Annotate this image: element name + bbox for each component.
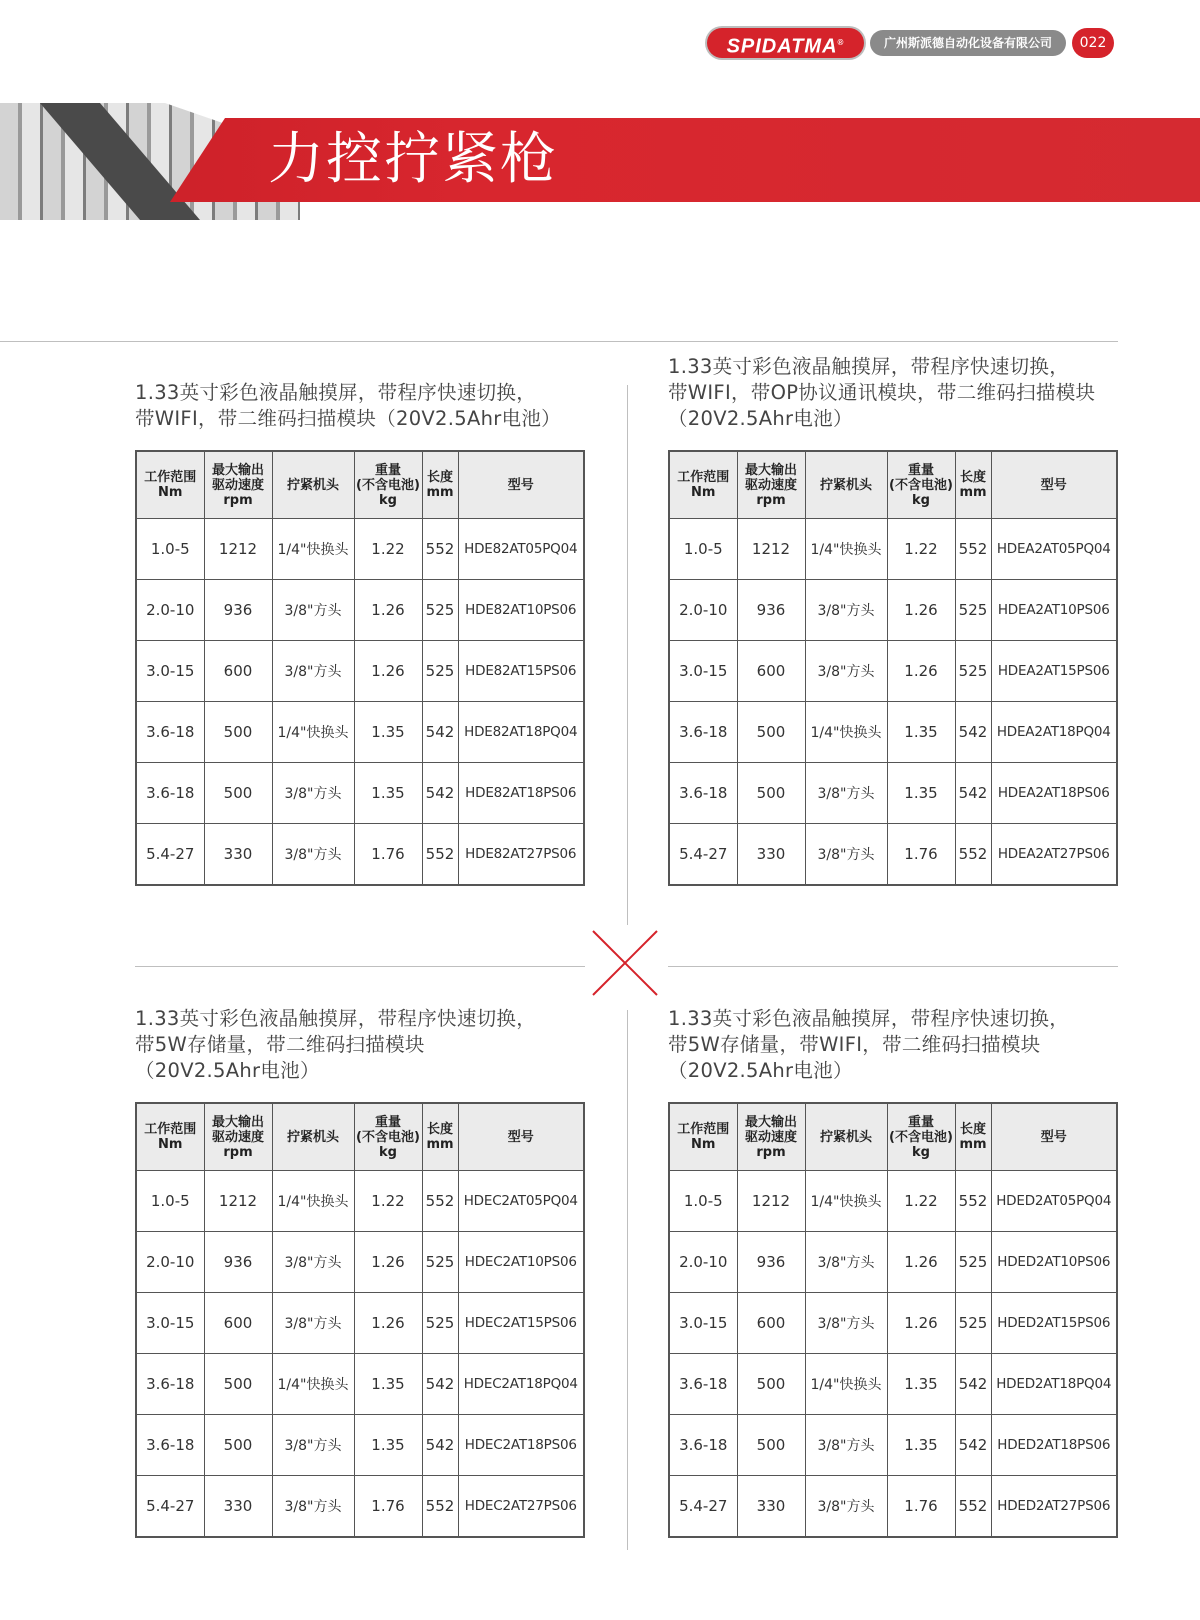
max-speed: 936	[204, 1232, 272, 1293]
drive-head: 3/8"方头	[272, 1232, 354, 1293]
col-weight: 重量 (不含电池) kg	[887, 1103, 955, 1171]
col-model: 型号	[458, 451, 584, 519]
table-header-row	[136, 451, 584, 519]
weight: 1.22	[354, 1171, 422, 1232]
length: 552	[955, 1476, 991, 1538]
weight: 1.22	[354, 519, 422, 580]
table-row	[136, 702, 584, 763]
torque-range: 5.4-27	[136, 824, 204, 886]
table-row	[136, 824, 584, 886]
page-number: 022	[1072, 28, 1114, 58]
model-number: HDEA2AT05PQ04	[991, 519, 1117, 580]
max-speed: 500	[737, 702, 805, 763]
max-speed: 1212	[737, 519, 805, 580]
drive-head: 3/8"方头	[805, 641, 887, 702]
spec-table	[668, 1102, 1118, 1538]
table-row	[669, 1415, 1117, 1476]
length: 552	[955, 1171, 991, 1232]
col-head: 拧紧机头	[805, 451, 887, 519]
description-line: 带5W存储量，带WIFI，带二维码扫描模块	[668, 1033, 1041, 1056]
max-speed: 500	[737, 1415, 805, 1476]
col-range: 工作范围 Nm	[669, 451, 737, 519]
max-speed: 600	[204, 1293, 272, 1354]
description-line: 带WIFI，带OP协议通讯模块，带二维码扫描模块	[668, 381, 1096, 404]
col-speed: 最大输出 驱动速度 rpm	[737, 451, 805, 519]
drive-head: 1/4"快换头	[805, 1171, 887, 1232]
table-row	[136, 1171, 584, 1232]
description-line: 1.33英寸彩色液晶触摸屏，带程序快速切换，	[135, 1007, 537, 1030]
table-row	[669, 824, 1117, 886]
model-number: HDE82AT05PQ04	[458, 519, 584, 580]
length: 552	[422, 1171, 458, 1232]
torque-range: 3.6-18	[669, 1354, 737, 1415]
model-number: HDEC2AT15PS06	[458, 1293, 584, 1354]
max-speed: 330	[737, 824, 805, 886]
description-line: 带5W存储量，带二维码扫描模块	[135, 1033, 425, 1056]
drive-head: 3/8"方头	[272, 763, 354, 824]
max-speed: 330	[204, 1476, 272, 1538]
max-speed: 500	[737, 763, 805, 824]
model-number: HDED2AT05PQ04	[991, 1171, 1117, 1232]
weight: 1.26	[887, 1293, 955, 1354]
spec-table	[668, 450, 1118, 886]
middle-divider-left	[135, 966, 585, 967]
drive-head: 3/8"方头	[272, 580, 354, 641]
drive-head: 3/8"方头	[805, 824, 887, 886]
col-range: 工作范围 Nm	[136, 451, 204, 519]
page-title: 力控拧紧枪	[268, 127, 558, 192]
model-number: HDED2AT15PS06	[991, 1293, 1117, 1354]
torque-range: 1.0-5	[669, 519, 737, 580]
weight: 1.76	[354, 1476, 422, 1538]
col-model: 型号	[991, 451, 1117, 519]
description-line: 1.33英寸彩色液晶触摸屏，带程序快速切换，	[135, 381, 537, 404]
weight: 1.26	[354, 641, 422, 702]
max-speed: 600	[737, 1293, 805, 1354]
max-speed: 500	[204, 1354, 272, 1415]
torque-range: 1.0-5	[669, 1171, 737, 1232]
brand-logo: SPIDATMA®	[707, 28, 864, 58]
max-speed: 1212	[204, 1171, 272, 1232]
drive-head: 3/8"方头	[805, 1476, 887, 1538]
length: 542	[422, 702, 458, 763]
max-speed: 1212	[204, 519, 272, 580]
col-speed: 最大输出 驱动速度 rpm	[204, 451, 272, 519]
model-number: HDE82AT10PS06	[458, 580, 584, 641]
length: 525	[955, 1232, 991, 1293]
drive-head: 3/8"方头	[272, 641, 354, 702]
drive-head: 1/4"快换头	[272, 519, 354, 580]
col-length: 长度 mm	[955, 1103, 991, 1171]
col-range: 工作范围 Nm	[669, 1103, 737, 1171]
center-divider-bottom	[627, 1010, 628, 1550]
length: 542	[422, 1354, 458, 1415]
table-row	[669, 519, 1117, 580]
model-number: HDE82AT15PS06	[458, 641, 584, 702]
table-row	[136, 641, 584, 702]
drive-head: 3/8"方头	[805, 1415, 887, 1476]
max-speed: 936	[204, 580, 272, 641]
col-model: 型号	[458, 1103, 584, 1171]
length: 525	[955, 641, 991, 702]
model-number: HDE82AT27PS06	[458, 824, 584, 886]
col-length: 长度 mm	[955, 451, 991, 519]
torque-range: 3.6-18	[669, 1415, 737, 1476]
model-number: HDED2AT10PS06	[991, 1232, 1117, 1293]
torque-range: 5.4-27	[136, 1476, 204, 1538]
drive-head: 3/8"方头	[805, 1232, 887, 1293]
torque-range: 5.4-27	[669, 824, 737, 886]
length: 525	[422, 580, 458, 641]
weight: 1.76	[887, 1476, 955, 1538]
max-speed: 1212	[737, 1171, 805, 1232]
model-number: HDE82AT18PS06	[458, 763, 584, 824]
torque-range: 3.6-18	[136, 702, 204, 763]
drive-head: 3/8"方头	[805, 580, 887, 641]
length: 542	[955, 763, 991, 824]
max-speed: 330	[737, 1476, 805, 1538]
drive-head: 3/8"方头	[272, 1476, 354, 1538]
description-line: （20V2.5Ahr电池）	[135, 1059, 320, 1082]
description-line: （20V2.5Ahr电池）	[668, 407, 853, 430]
model-number: HDEA2AT27PS06	[991, 824, 1117, 886]
max-speed: 500	[204, 763, 272, 824]
table-row	[136, 1415, 584, 1476]
max-speed: 600	[737, 641, 805, 702]
length: 552	[422, 519, 458, 580]
model-number: HDEA2AT15PS06	[991, 641, 1117, 702]
col-speed: 最大输出 驱动速度 rpm	[204, 1103, 272, 1171]
col-weight: 重量 (不含电池) kg	[354, 451, 422, 519]
length: 552	[422, 824, 458, 886]
weight: 1.35	[354, 1415, 422, 1476]
torque-range: 3.6-18	[136, 1354, 204, 1415]
model-number: HDEC2AT05PQ04	[458, 1171, 584, 1232]
torque-range: 3.0-15	[136, 1293, 204, 1354]
drive-head: 3/8"方头	[805, 763, 887, 824]
weight: 1.35	[354, 702, 422, 763]
drive-head: 1/4"快换头	[805, 519, 887, 580]
max-speed: 330	[204, 824, 272, 886]
spec-section-hdea2	[668, 354, 1118, 886]
length: 542	[955, 702, 991, 763]
spec-table	[135, 450, 585, 886]
table-header-row	[136, 1103, 584, 1171]
model-number: HDED2AT18PQ04	[991, 1354, 1117, 1415]
torque-range: 3.0-15	[669, 1293, 737, 1354]
torque-range: 3.0-15	[136, 641, 204, 702]
col-length: 长度 mm	[422, 1103, 458, 1171]
max-speed: 936	[737, 1232, 805, 1293]
cross-icon	[590, 928, 660, 998]
table-row	[669, 1171, 1117, 1232]
torque-range: 5.4-27	[669, 1476, 737, 1538]
max-speed: 936	[737, 580, 805, 641]
length: 552	[422, 1476, 458, 1538]
torque-range: 3.6-18	[136, 1415, 204, 1476]
col-weight: 重量 (不含电池) kg	[354, 1103, 422, 1171]
description-line: 1.33英寸彩色液晶触摸屏，带程序快速切换，	[668, 355, 1070, 378]
table-row	[669, 1476, 1117, 1538]
section-description	[668, 1006, 1118, 1084]
spec-section-hded2	[668, 1006, 1118, 1538]
table-row	[136, 1476, 584, 1538]
length: 542	[422, 1415, 458, 1476]
center-divider-top	[627, 385, 628, 925]
drive-head: 1/4"快换头	[805, 1354, 887, 1415]
length: 542	[955, 1415, 991, 1476]
spec-section-hdec2	[135, 1006, 585, 1538]
table-row	[136, 519, 584, 580]
description-line: （20V2.5Ahr电池）	[668, 1059, 853, 1082]
col-model: 型号	[991, 1103, 1117, 1171]
torque-range: 3.0-15	[669, 641, 737, 702]
length: 525	[422, 1293, 458, 1354]
top-divider	[0, 341, 1118, 342]
model-number: HDEC2AT10PS06	[458, 1232, 584, 1293]
section-description	[668, 354, 1118, 432]
max-speed: 500	[204, 702, 272, 763]
section-description	[135, 1006, 585, 1084]
table-row	[136, 1232, 584, 1293]
table-row	[136, 1354, 584, 1415]
weight: 1.35	[887, 702, 955, 763]
torque-range: 3.6-18	[669, 763, 737, 824]
drive-head: 3/8"方头	[272, 824, 354, 886]
torque-range: 1.0-5	[136, 519, 204, 580]
spec-table	[135, 1102, 585, 1538]
table-row	[669, 1354, 1117, 1415]
col-head: 拧紧机头	[272, 1103, 354, 1171]
weight: 1.35	[354, 763, 422, 824]
drive-head: 1/4"快换头	[272, 1354, 354, 1415]
drive-head: 3/8"方头	[272, 1415, 354, 1476]
torque-range: 2.0-10	[669, 1232, 737, 1293]
max-speed: 500	[204, 1415, 272, 1476]
torque-range: 2.0-10	[136, 1232, 204, 1293]
weight: 1.35	[887, 1415, 955, 1476]
length: 552	[955, 519, 991, 580]
weight: 1.22	[887, 519, 955, 580]
col-range: 工作范围 Nm	[136, 1103, 204, 1171]
max-speed: 600	[204, 641, 272, 702]
length: 525	[422, 641, 458, 702]
col-head: 拧紧机头	[805, 1103, 887, 1171]
torque-range: 2.0-10	[669, 580, 737, 641]
length: 542	[955, 1354, 991, 1415]
drive-head: 3/8"方头	[805, 1293, 887, 1354]
model-number: HDE82AT18PQ04	[458, 702, 584, 763]
torque-range: 2.0-10	[136, 580, 204, 641]
weight: 1.26	[887, 641, 955, 702]
model-number: HDEA2AT10PS06	[991, 580, 1117, 641]
col-weight: 重量 (不含电池) kg	[887, 451, 955, 519]
table-row	[669, 641, 1117, 702]
table-row	[136, 763, 584, 824]
description-line: 带WIFI，带二维码扫描模块（20V2.5Ahr电池）	[135, 407, 561, 430]
model-number: HDEA2AT18PQ04	[991, 702, 1117, 763]
col-length: 长度 mm	[422, 451, 458, 519]
model-number: HDEA2AT18PS06	[991, 763, 1117, 824]
table-row	[136, 1293, 584, 1354]
weight: 1.22	[887, 1171, 955, 1232]
drive-head: 1/4"快换头	[805, 702, 887, 763]
section-description	[135, 380, 585, 432]
length: 525	[955, 1293, 991, 1354]
length: 542	[422, 763, 458, 824]
middle-divider-right	[668, 966, 1118, 967]
model-number: HDEC2AT18PS06	[458, 1415, 584, 1476]
drive-head: 1/4"快换头	[272, 702, 354, 763]
table-header-row	[669, 1103, 1117, 1171]
table-row	[136, 580, 584, 641]
weight: 1.35	[887, 763, 955, 824]
weight: 1.35	[354, 1354, 422, 1415]
drive-head: 3/8"方头	[272, 1293, 354, 1354]
length: 525	[422, 1232, 458, 1293]
col-speed: 最大输出 驱动速度 rpm	[737, 1103, 805, 1171]
company-name: 广州斯派德自动化设备有限公司	[870, 30, 1066, 56]
table-row	[669, 580, 1117, 641]
table-row	[669, 1293, 1117, 1354]
description-line: 1.33英寸彩色液晶触摸屏，带程序快速切换，	[668, 1007, 1070, 1030]
weight: 1.26	[887, 580, 955, 641]
weight: 1.76	[354, 824, 422, 886]
weight: 1.35	[887, 1354, 955, 1415]
torque-range: 3.6-18	[136, 763, 204, 824]
length: 552	[955, 824, 991, 886]
torque-range: 3.6-18	[669, 702, 737, 763]
model-number: HDED2AT18PS06	[991, 1415, 1117, 1476]
table-header-row	[669, 451, 1117, 519]
weight: 1.76	[887, 824, 955, 886]
model-number: HDED2AT27PS06	[991, 1476, 1117, 1538]
model-number: HDEC2AT18PQ04	[458, 1354, 584, 1415]
table-row	[669, 702, 1117, 763]
max-speed: 500	[737, 1354, 805, 1415]
spec-section-hde82	[135, 380, 585, 886]
weight: 1.26	[354, 580, 422, 641]
weight: 1.26	[887, 1232, 955, 1293]
model-number: HDEC2AT27PS06	[458, 1476, 584, 1538]
length: 525	[955, 580, 991, 641]
weight: 1.26	[354, 1232, 422, 1293]
col-head: 拧紧机头	[272, 451, 354, 519]
table-row	[669, 763, 1117, 824]
table-row	[669, 1232, 1117, 1293]
torque-range: 1.0-5	[136, 1171, 204, 1232]
drive-head: 1/4"快换头	[272, 1171, 354, 1232]
weight: 1.26	[354, 1293, 422, 1354]
